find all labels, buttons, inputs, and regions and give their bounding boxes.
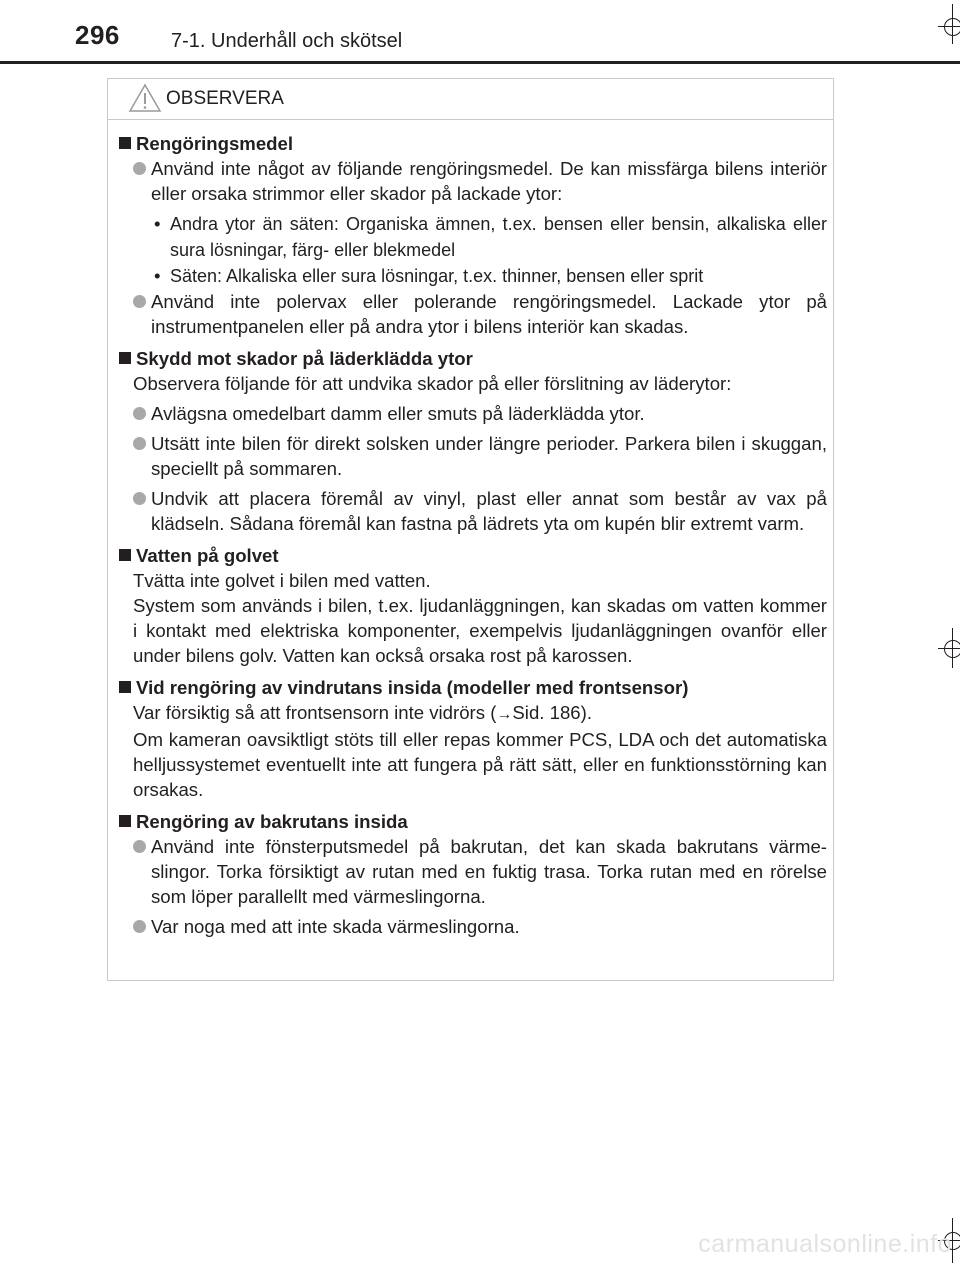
list-item: Avlägsna omedelbart damm eller smuts på läderklädda ytor. <box>118 401 827 426</box>
section-heading: Skydd mot skador på läderklädda ytor <box>118 346 827 371</box>
round-bullet-icon <box>133 295 146 308</box>
square-bullet-icon <box>119 352 131 364</box>
section-paragraph: System som används i bilen, t.ex. ljudanläggningen, kan skadas om vatten kommer i kontakt med elektriska komponenter, exempelvis ljudanläggningen ovanför eller under bilens golv. Vatten kan också orsaka rost på karossen. <box>133 595 827 666</box>
square-bullet-icon <box>119 137 131 149</box>
notice-content <box>118 131 827 946</box>
crop-mark-right-middle <box>930 628 960 668</box>
list-item: Utsätt inte bilen för direkt solsken under längre perioder. Parkera bilen i skuggan, speciellt på sommaren. <box>118 431 827 481</box>
list-item: Använd inte fönsterputsmedel på bakrutan, det kan skada bakrutans värme-slingor. Torka försiktigt av rutan med en fuktig trasa. Torka rutan med en rörelse som löper parallellt med värmeslingorna. <box>118 834 827 909</box>
section-paragraph: Om kameran oavsiktligt stöts till eller repas kommer PCS, LDA och det automatiska helljussystemet eventuellt inte att fungera på rätt sätt, eller en funktionsstörning kan orsakas. <box>133 729 827 800</box>
notice-box <box>107 78 834 981</box>
section-paragraph: Observera följande för att undvika skador på eller förslitning av läderytor: <box>133 373 732 394</box>
list-item: Använd inte polervax eller polerande rengöringsmedel. Lackade ytor på instrumentpanelen eller på andra ytor i bilens interiör kan skadas. <box>118 289 827 339</box>
header-rule <box>0 61 960 64</box>
section-rear-window-cleaning <box>118 809 827 939</box>
list-item: Använd inte något av följande rengöringsmedel. De kan missfärga bilens interiör eller orsaka strimmor eller skador på lackade ytor: <box>118 156 827 206</box>
section-heading: Rengöringsmedel <box>118 131 827 156</box>
list-item: Var noga med att inte skada värmeslingorna. <box>118 914 827 939</box>
section-windshield-cleaning <box>118 675 827 802</box>
sub-list-item: • Andra ytor än säten: Organiska ämnen, t.ex. bensen eller bensin, alkaliska eller sura lösningar, färg- eller blekmedel <box>154 213 827 260</box>
round-bullet-icon <box>133 407 146 420</box>
sub-list-item: • Säten: Alkaliska eller sura lösningar, t.ex. thinner, bensen eller sprit <box>154 265 704 286</box>
round-bullet-icon <box>133 920 146 933</box>
list-item: Undvik att placera föremål av vinyl, plast eller annat som består av vax på klädseln. Sådana föremål kan fastna på lädrets yta om kupén blir extremt varm. <box>118 486 827 536</box>
round-bullet-icon <box>133 437 146 450</box>
section-heading: Vatten på golvet <box>118 543 827 568</box>
section-heading: Vid rengöring av vindrutans insida (modeller med frontsensor) <box>118 675 827 700</box>
page-number: 296 <box>75 20 120 50</box>
section-cleaning-agents <box>118 131 827 339</box>
section-title: 7-1. Underhåll och skötsel <box>171 30 403 52</box>
watermark: carmanualsonline.info <box>698 1230 952 1258</box>
square-bullet-icon <box>119 815 131 827</box>
small-bullet-icon: • <box>154 265 161 286</box>
page-reference-link[interactable]: Sid. 186). <box>512 702 592 723</box>
square-bullet-icon <box>119 681 131 693</box>
section-paragraph: Var försiktig så att frontsensorn inte vidrörs (→Sid. 186). <box>133 702 592 723</box>
page-header <box>0 0 960 64</box>
round-bullet-icon <box>133 162 146 175</box>
arrow-right-icon: → <box>496 706 513 723</box>
section-water-on-floor <box>118 543 827 668</box>
round-bullet-icon <box>133 492 146 505</box>
section-heading: Rengöring av bakrutans insida <box>118 809 827 834</box>
round-bullet-icon <box>133 840 146 853</box>
small-bullet-icon: • <box>154 213 161 234</box>
section-paragraph: Tvätta inte golvet i bilen med vatten. <box>133 570 431 591</box>
notice-title: OBSERVERA <box>166 88 284 109</box>
notice-header <box>108 79 833 120</box>
square-bullet-icon <box>119 549 131 561</box>
section-leather-protection <box>118 346 827 536</box>
warning-triangle-icon <box>128 83 162 118</box>
